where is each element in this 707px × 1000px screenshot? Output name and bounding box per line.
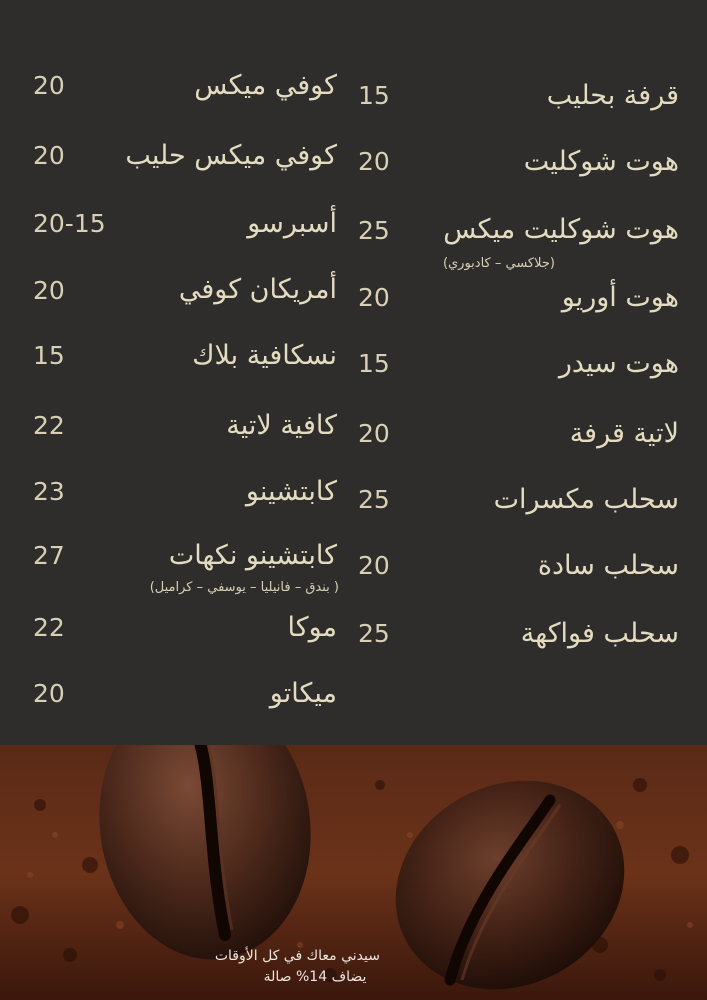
item-name: هوت شوكليت (523, 146, 679, 177)
item-name: أمريكان كوفي (178, 274, 337, 305)
item-price: 25 (358, 485, 390, 514)
item-price: 27 (33, 541, 65, 570)
item-price: 25 (358, 619, 390, 648)
item-name: موكا (287, 612, 337, 643)
item-name: كافية لاتية (226, 410, 337, 441)
item-price: 20 (33, 276, 65, 305)
item-name: نسكافية بلاك (192, 340, 337, 371)
item-price: 20 (358, 419, 390, 448)
item-price: 20 (33, 679, 65, 708)
item-price: 20 (33, 71, 65, 100)
item-name: كوفي ميكس (194, 70, 337, 101)
item-price: 22 (33, 411, 65, 440)
coffee-beans-image (0, 745, 707, 1000)
service-note: يضاف 14% صالة (263, 969, 367, 985)
item-name: كابتشينو نكهات (168, 540, 337, 571)
item-name: كابتشينو (245, 476, 337, 507)
item-price: 20 (358, 551, 390, 580)
tagline: سيدني معاك في كل الأوقات (214, 948, 380, 964)
item-name: قرفة بحليب (546, 80, 679, 111)
item-name: أسبرسو (247, 208, 337, 239)
item-price: 22 (33, 613, 65, 642)
item-name: هوت سيدر (558, 348, 679, 379)
item-name: هوت شوكليت ميكس (443, 214, 679, 245)
item-note: (جلاكسي – كادبوري) (442, 256, 555, 271)
item-price: 20 (33, 141, 65, 170)
item-price: 15 (358, 349, 390, 378)
item-price: 20 (358, 147, 390, 176)
item-note: ( بندق – فانيليا – يوسفي – كراميل) (149, 580, 339, 595)
item-name: سحلب مكسرات (493, 484, 679, 515)
item-price: 25 (358, 216, 390, 245)
item-name: سحلب فواكهة (520, 618, 679, 649)
item-price: 20-15 (33, 209, 106, 238)
item-price: 23 (33, 477, 65, 506)
item-price: 20 (358, 283, 390, 312)
item-name: ميكاتو (269, 678, 337, 709)
item-price: 15 (33, 341, 65, 370)
item-price: 15 (358, 81, 390, 110)
item-name: لاتية قرفة (569, 418, 679, 449)
item-name: سحلب سادة (537, 550, 679, 581)
item-name: هوت أوريو (561, 282, 679, 313)
item-name: كوفي ميكس حليب (125, 140, 337, 171)
